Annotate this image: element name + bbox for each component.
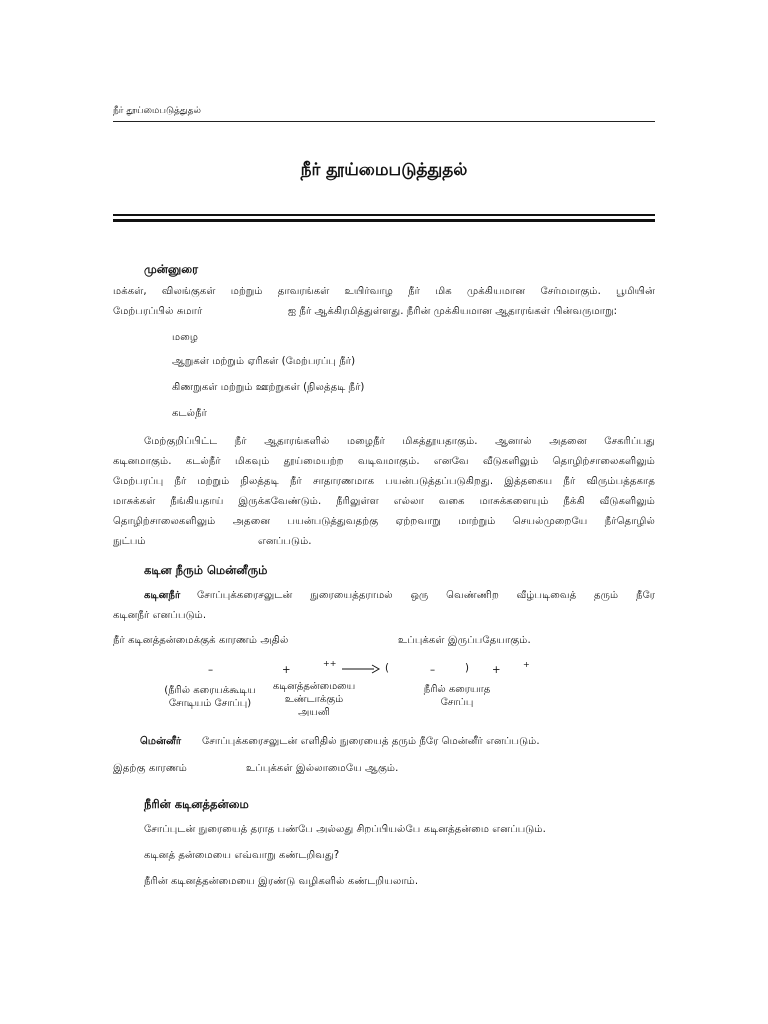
source-item-wells: கிணறுகள் மற்றும் ஊற்றுகள் (நிலத்தடி நீர்)	[172, 382, 365, 393]
reaction-label-2-line-1: கடினத்தன்மையை	[272, 681, 356, 692]
reaction-label-2-line-3: அயனி	[298, 707, 330, 718]
hard-water-def-line-2: கடினநீர் எனப்படும்.	[113, 610, 207, 621]
intro-p2-last-b: எனப்படும்.	[258, 536, 312, 547]
hard-water-term: கடினநீர்	[144, 590, 181, 601]
intro-p2-line-5: தொழிற்சாலைகளிலும் அதனை பயன்படுத்துவதற்கு ஏற்றவாறு மாற்றும் செயல்முறையே நீர்தொழில்	[113, 516, 655, 527]
reaction-label-insoluble-soap	[402, 683, 512, 709]
reaction-label-3-line-2: சோப்பு	[440, 697, 474, 708]
reaction-plus-1: +	[282, 665, 291, 676]
hardness-heading: நீரின் கடினத்தன்மை	[144, 797, 249, 811]
source-item-rain: மழை	[172, 332, 199, 343]
intro-line-1: மக்கள், விலங்குகள் மற்றும் தாவரங்கள் உயிர்வாழ நீர் மிக முக்கியமான சேர்மமாகும். பூமியின்	[113, 286, 655, 297]
reaction-label-3-line-1: நீரில் கரையாத	[423, 684, 491, 695]
intro-p2-last-a: நுட்பம்	[113, 536, 146, 547]
title-rule-bottom	[113, 219, 655, 222]
hardness-line-2: கடினத் தன்மையை எவ்வாறு கண்டறிவது?	[144, 850, 340, 861]
reaction-minus-2: –	[430, 665, 436, 676]
reaction-plus-superscript: +	[523, 660, 530, 669]
hard-soft-heading: கடின நீரும் மென்னீரும்	[144, 563, 268, 577]
soft-water-def: சோப்புக்கரைசலுடன் எளிதில் நுரையைத் தரும் நீரே மென்னீர் எனப்படும்.	[202, 736, 540, 747]
reaction-label-2-line-2: உண்டாக்கும்	[284, 694, 344, 705]
header-rule	[113, 121, 655, 122]
reaction-arrow	[342, 664, 380, 674]
intro-heading: முன்னுரை	[144, 262, 199, 276]
hard-water-def-line-1: சோப்புக்கரைசலுடன் நுரையைத்தராமல் ஒரு வெண்ணிற வீழ்படிவைத் தரும் நீரே	[197, 590, 655, 601]
reaction-label-1-line-1: (நீரில் கரையக்கூடிய	[164, 685, 256, 696]
hardness-line-3: நீரின் கடினத்தன்மையை இரண்டு வழிகளில் கண்டறியலாம்.	[144, 876, 419, 887]
intro-p2-line-2: கடினமாகும். கடல்நீர் மிகவும் தூய்மையற்ற வடிவமாகும். எனவே வீடுகளிலும் தொழிற்சாலைகளிலும்	[113, 456, 655, 467]
source-item-sea: கடல்நீர்	[172, 408, 207, 419]
reaction-plus-2: +	[492, 665, 501, 676]
hardness-cause-a: நீர் கடினத்தன்மைக்குக் காரணம் அதில்	[113, 635, 289, 646]
reaction-label-1-line-2: சோடியம் சோப்பு)	[168, 698, 252, 709]
reaction-minus-1: –	[208, 665, 214, 676]
page-title: நீர் தூய்மைபடுத்துதல்	[300, 160, 468, 180]
reaction-close-paren: )	[465, 663, 469, 674]
reaction-charge-superscript: ++	[323, 659, 337, 668]
intro-line-2b: ஐ நீர் ஆக்கிரமித்துள்ளது. நீரின் முக்கியமான ஆதாரங்கள் பின்வருமாறு:	[288, 306, 618, 317]
soft-water-cause-a: இதற்கு காரணம்	[113, 763, 187, 774]
reaction-label-sodium-soap	[150, 684, 270, 710]
intro-p2-line-1: மேற்குறிப்பிட்ட நீர் ஆதாரங்களில் மழைநீர் மிகத்தூயதாகும். ஆனால் அதனை சேகரிப்பது	[144, 436, 655, 447]
soft-water-cause-b: உப்புக்கள் இல்லாமையே ஆகும்.	[246, 763, 399, 774]
title-rule-top	[113, 214, 655, 216]
intro-p2-line-4: மாசுக்கள் நீங்கியதாய் இருக்கவேண்டும். நீரிலுள்ள எல்லா வகை மாசுக்களையும் நீக்கி வீடுகளிலும்	[113, 496, 655, 507]
soft-water-term: மென்னீர்	[140, 736, 182, 747]
running-header: நீர் தூய்மைபடுத்துதல்	[113, 106, 202, 116]
hardness-cause-b: உப்புக்கள் இருப்பதேயாகும்.	[398, 635, 531, 646]
source-item-rivers: ஆறுகள் மற்றும் ஏரிகள் (மேற்பரப்பு நீர்)	[172, 356, 356, 367]
hardness-line-1: சோப்புடன் நுரையைத் தராத பண்பே அல்லது சிறப்பியல்பே கடினத்தன்மை எனப்படும்.	[144, 824, 546, 835]
reaction-open-paren: (	[385, 663, 389, 674]
intro-p2-line-3: மேற்பரப்பு நீர் மற்றும் நிலத்தடி நீர் சாதாரணமாக பயன்படுத்தப்படுகிறது. இத்தகைய நீர் விரும்பத்தகாத	[113, 476, 655, 487]
intro-line-2a: மேற்பரப்பில் சுமார்	[113, 306, 203, 317]
reaction-label-hardness-ion	[262, 680, 366, 719]
